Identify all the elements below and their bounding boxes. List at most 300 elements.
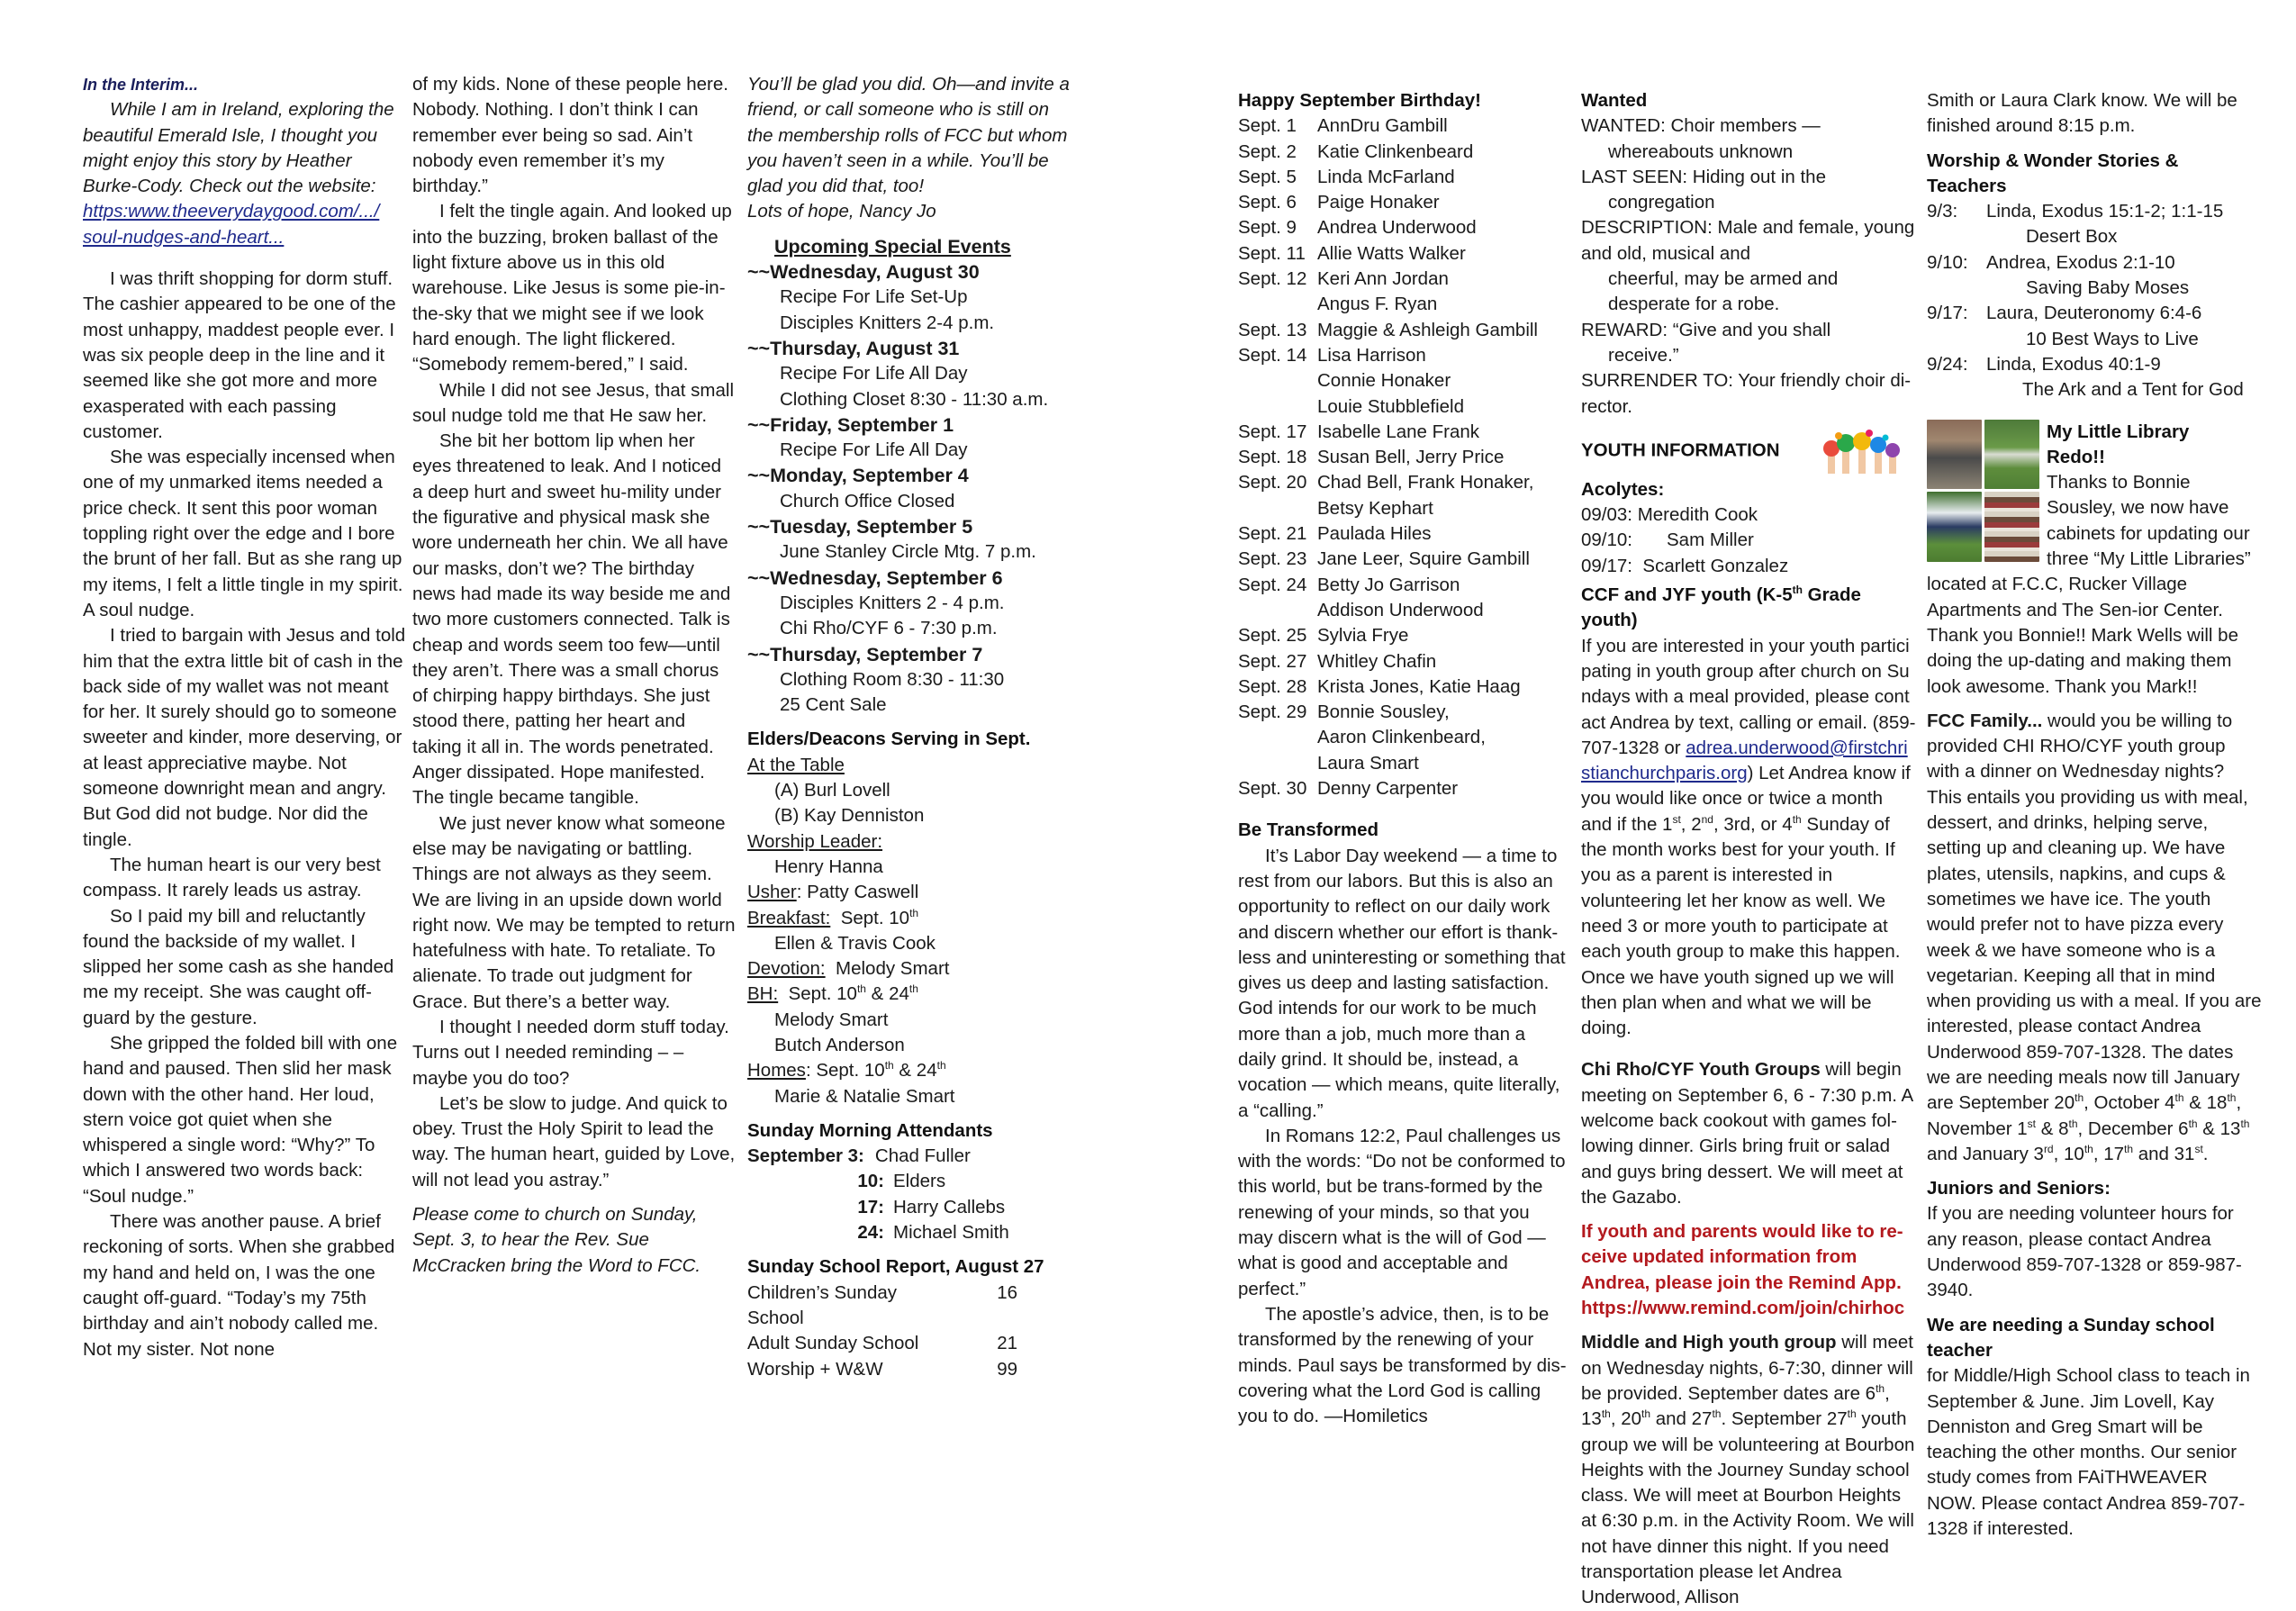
attendant-row bbox=[747, 1195, 1076, 1220]
transformed-paragraph: In Romans 12:2, Paul challenges us with the words: “Do not be conformed to this world, but be trans-formed by the renewing of your minds, so that you may discern what is the will of God — what is good and acceptable and perfect.” bbox=[1238, 1125, 1566, 1299]
bh-name: Butch Anderson bbox=[774, 1034, 905, 1055]
birthday-date bbox=[1238, 292, 1317, 317]
fcc-body: would you be willing to provided CHI RHO/CYF youth group with a dinner on Wednesday nights? bbox=[1927, 710, 2233, 783]
birthday-date: Sept. 13 bbox=[1238, 319, 1307, 340]
fcc-date: & 8 bbox=[2036, 1118, 2069, 1139]
ordinal: th bbox=[1792, 584, 1803, 597]
ordinal: th bbox=[884, 1059, 894, 1072]
event-item: Recipe For Life All Day bbox=[780, 363, 968, 385]
table-a: (A) Burl Lovell bbox=[774, 780, 890, 801]
event-item: Disciples Knitters 2 - 4 p.m. bbox=[780, 592, 1005, 613]
fcc-body: This entails you providing us with meal, dessert, and drinks, helping serve, setting up and cleaning up. We have plates, utensils, napkins, and cups & sometimes we have ice. The youth would prefer not to have pizza every week & we have someone who is a vegetarian. Keeping all that in mind when providing us with a meal. If you are interested, please contact Andrea Underwood 859-707-1328. The dates we are needing meals now till January are September 20 bbox=[1927, 786, 2262, 1114]
birthday-name: Angus F. Ryan bbox=[1317, 294, 1438, 315]
event-day-title: ~~Thursday, September 7 bbox=[747, 643, 983, 665]
acolyte-date: 09/17: bbox=[1581, 555, 1632, 576]
birthday-date bbox=[1238, 368, 1317, 394]
library-box-photo bbox=[1984, 420, 2039, 490]
birthday-row bbox=[1238, 623, 1567, 648]
ordinal: th bbox=[936, 1059, 946, 1072]
chirho-heading: Chi Rho/CYF Youth Groups bbox=[1581, 1059, 1821, 1081]
event-day bbox=[747, 642, 1076, 719]
birthday-date: Sept. 1 bbox=[1238, 115, 1297, 137]
birthday-row bbox=[1238, 700, 1567, 725]
worship-wonder-row bbox=[1927, 199, 2262, 250]
usher-name: : Patty Caswell bbox=[796, 882, 919, 903]
birthday-date bbox=[1238, 598, 1317, 623]
story-continuation: of my kids. None of these people here. Nobody. Nothing. I don’t think I can remember ever being so sad. Ain’t nobody even remember it’s my birthday.” bbox=[412, 74, 728, 197]
column-interim bbox=[83, 72, 407, 1362]
transformed-paragraph: The apostle’s advice, then, is to be transformed by the renewing of your minds. Paul says be transformed by dis-covering what the Lord God is calling you to do. —Homiletics bbox=[1238, 1303, 1567, 1427]
ccf-body: , 2 bbox=[1680, 813, 1702, 835]
acolyte-date: 09/10: bbox=[1581, 529, 1632, 551]
acolyte-row bbox=[1581, 502, 1916, 528]
birthday-name: Aaron Clinkenbeard, bbox=[1317, 727, 1486, 748]
library-photo-collage bbox=[1927, 420, 2039, 562]
middle-high-continued: Smith or Laura Clark know. We will be finished around 8:15 p.m. bbox=[1927, 90, 2237, 137]
birthday-name: Chad Bell, Frank Honaker, bbox=[1317, 472, 1534, 493]
attendant-name: Chad Fuller bbox=[874, 1145, 971, 1167]
ww-date: 9/10: bbox=[1927, 251, 1968, 273]
fcc-body: . bbox=[2202, 1143, 2209, 1164]
wanted-line: LAST SEEN: Hiding out in the bbox=[1581, 166, 1826, 187]
birthday-name: Laura Smart bbox=[1317, 752, 1419, 774]
birthday-date: Sept. 20 bbox=[1238, 472, 1307, 493]
fcc-family-heading: FCC Family... bbox=[1927, 710, 2043, 731]
events-list bbox=[747, 259, 1076, 718]
event-item: Disciples Knitters 2-4 p.m. bbox=[780, 312, 995, 333]
birthday-name: Paige Honaker bbox=[1317, 192, 1440, 213]
ordinal: rd bbox=[2043, 1143, 2054, 1156]
ww-teacher: Laura, Deuteronomy 6:4-6 bbox=[1986, 303, 2202, 324]
church-invitation: Please come to church on Sunday, Sept. 3, to hear the Rev. Sue McCracken bring the Word to FCC. bbox=[412, 1204, 701, 1276]
worship-wonder-row bbox=[1927, 352, 2262, 403]
event-day-title: ~~Friday, September 1 bbox=[747, 413, 954, 436]
ww-story: 10 Best Ways to Live bbox=[2026, 328, 2199, 349]
ordinal: th bbox=[856, 982, 866, 996]
birthday-row bbox=[1238, 573, 1567, 598]
birthday-row bbox=[1238, 113, 1567, 139]
ordinal: th bbox=[2240, 1117, 2250, 1130]
birthday-name: Denny Carpenter bbox=[1317, 778, 1459, 800]
birthday-name: Keri Ann Jordan bbox=[1317, 268, 1449, 290]
birthday-row bbox=[1238, 292, 1567, 317]
ordinal: th bbox=[2075, 1091, 2084, 1105]
wanted-line: REWARD: “Give and you shall bbox=[1581, 319, 1831, 340]
transformed-heading: Be Transformed bbox=[1238, 819, 1379, 841]
birthday-row bbox=[1238, 470, 1567, 495]
birthday-date: Sept. 18 bbox=[1238, 447, 1307, 468]
acolyte-date: 09/03: bbox=[1581, 504, 1632, 526]
transformed-paragraph: It’s Labor Day weekend — a time to rest from our labors. But this is also an opportunity to reflect on our daily work and discern whether our effort is thank-less and uninteresting or something that gives us deep and lasting satisfaction. God intends for our work to be much more than a job, much more than a daily grind. It should be, instead, a vocation — which means, quite literally, a “calling.” bbox=[1238, 845, 1566, 1121]
birthday-date: Sept. 25 bbox=[1238, 625, 1307, 647]
story-paragraph: There was another pause. A brief reckoning of sorts. When she grabbed my hand and held on, I was the one caught off-guard. “Today’s my 75th birthday and ain’t nobody called me. Not my sister. Not none bbox=[83, 1211, 395, 1360]
worship-wonder-row bbox=[1927, 250, 2262, 302]
event-item: June Stanley Circle Mtg. 7 p.m. bbox=[780, 541, 1036, 563]
attendant-row bbox=[747, 1220, 1076, 1245]
birthday-date: Sept. 23 bbox=[1238, 548, 1307, 570]
birthday-row bbox=[1238, 496, 1567, 521]
birthday-row bbox=[1238, 547, 1567, 572]
wanted-line: SURRENDER TO: Your friendly choir di-rector. bbox=[1581, 370, 1912, 417]
event-item: Clothing Room 8:30 - 11:30 bbox=[780, 668, 1005, 690]
birthday-date: Sept. 6 bbox=[1238, 192, 1297, 213]
usher-line bbox=[747, 880, 1076, 905]
birthday-name: Lisa Harrison bbox=[1317, 344, 1426, 366]
ordinal: th bbox=[2174, 1091, 2184, 1105]
story-paragraph: So I paid my bill and reluctantly found the backside of my wallet. I slipped her some cash as she handed me my receipt. She was caught off-guard by the gesture. bbox=[83, 905, 394, 1028]
worship-leader-label: Worship Leader: bbox=[747, 830, 883, 852]
acolytes-heading: Acolytes: bbox=[1581, 478, 1665, 500]
wanted-line: receive.” bbox=[1608, 344, 1679, 366]
fcc-date: & 13 bbox=[2197, 1118, 2241, 1139]
table-b: (B) Kay Denniston bbox=[774, 805, 925, 827]
wanted-line: DESCRIPTION: Male and female, young and old, musical and bbox=[1581, 217, 1915, 264]
sunday-school-row bbox=[747, 1331, 1076, 1356]
attendant-name: Elders bbox=[893, 1171, 946, 1192]
story-paragraph: I tried to bargain with Jesus and told him that the extra little bit of cash in the back side of my wallet was not meant for her. It surely should go to someone sweeter and kinder, more deserving, or at least appreciative maybe. Not someone downright mean and angry. But God did not budge. Nor did the tingle. bbox=[83, 625, 406, 850]
birthday-name: Maggie & Ashleigh Gambill bbox=[1317, 319, 1538, 340]
middle-high-text bbox=[1581, 1330, 1916, 1610]
birthday-date: Sept. 2 bbox=[1238, 140, 1297, 162]
ccf-body: ) Let Andrea know if you would like once or twice a month and if the 1 bbox=[1581, 763, 1911, 835]
column-events bbox=[747, 72, 1076, 1382]
ccf-heading bbox=[1581, 583, 1916, 634]
birthday-name: Allie Watts Walker bbox=[1317, 242, 1466, 264]
devotion-line bbox=[747, 956, 1076, 982]
email-link[interactable]: adrea.underwood@firstchristianchurchparis.org bbox=[1581, 737, 1908, 784]
mh-body: , 20 bbox=[1610, 1408, 1642, 1430]
ordinal: th bbox=[1876, 1382, 1885, 1396]
wanted-line: congregation bbox=[1608, 192, 1715, 213]
ww-date: 9/24: bbox=[1927, 353, 1968, 375]
ss-label: Children’s Sunday School bbox=[747, 1281, 898, 1328]
birthday-date: Sept. 9 bbox=[1238, 217, 1297, 239]
ccf-heading-text: CCF and JYF youth (K-5 bbox=[1581, 584, 1793, 606]
event-item: Church Office Closed bbox=[780, 490, 955, 511]
story-paragraph: She gripped the folded bill with one hand and paused. Then slid her mask down with the other hand. Her loud, stern voice got quiet when she whispered a single word: “Why?” To which I answered two words back: “Soul nudge.” bbox=[83, 1032, 398, 1207]
acolyte-row bbox=[1581, 554, 1916, 579]
birthday-date: Sept. 14 bbox=[1238, 344, 1307, 366]
birthday-date: Sept. 29 bbox=[1238, 701, 1307, 723]
ww-teacher: Linda, Exodus 15:1-2; 1:1-15 bbox=[1986, 201, 2224, 222]
mh-body: . September 27 bbox=[1721, 1408, 1848, 1430]
bh-date: 24 bbox=[889, 983, 909, 1005]
ordinal: th bbox=[1847, 1407, 1857, 1421]
website-link[interactable]: https:www.theeverydaygood.com/.../ soul-nudges-and-heart... bbox=[83, 201, 380, 248]
birthday-row bbox=[1238, 649, 1567, 674]
usher-label: Usher bbox=[747, 882, 797, 903]
birthday-row bbox=[1238, 674, 1567, 700]
attendant-name: Harry Callebs bbox=[893, 1196, 1006, 1217]
story-paragraph: I felt the tingle again. And looked up into the buzzing, broken ballast of the light fixture above us in this old warehouse. Like Jesus is some pie-in-the-sky that we might see if we look hard enough. The light flickered. “Somebody remem-bered,” I said. bbox=[412, 201, 732, 376]
story-paragraph: I was thrift shopping for dorm stuff. The cashier appeared to be one of the most unhappy, maddest people ever. I was six people deep in the line and it seemed like she got more and more exasperated with each passing customer. bbox=[83, 268, 396, 442]
mh-body: will meet on Wednesday nights, 6-7:30, dinner will be provided. September dates are 6 bbox=[1581, 1332, 1913, 1404]
birthday-row bbox=[1238, 394, 1567, 420]
teacher-text: for Middle/High School class to teach in September & June. Jim Lovell, Kay Denniston and Greg Smart will be teaching the other months. Our senior study comes from FAiTHWEAVER NOW. Please contact Andrea 859-707-1328 if interested. bbox=[1927, 1365, 2250, 1540]
birthday-date bbox=[1238, 725, 1317, 750]
ccf-body: Sunday of the month works best for your youth. If you as a parent is interested in volunteering let her know as well. We need 3 or more youth to participate at each youth group to make this happen. Once we have youth signed up we will then plan when and what we will be doing. bbox=[1581, 813, 1901, 1039]
breakfast-date: Sept. 10 bbox=[840, 907, 910, 928]
column-youth bbox=[1581, 88, 1916, 1611]
breakfast-line bbox=[747, 906, 1076, 931]
event-day bbox=[747, 336, 1076, 412]
birthday-name: Connie Honaker bbox=[1317, 370, 1451, 392]
wanted-line: cheerful, may be armed and desperate for a robe. bbox=[1608, 268, 1839, 315]
library-box-photo bbox=[1927, 420, 1982, 490]
ss-count: 16 bbox=[997, 1281, 1017, 1303]
chirho-body: will begin meeting on September 6, 6 - 7:30 p.m. A welcome back cookout with games fol-lowing dinner. Girls bring fruit or salad and guys bring dessert. We will meet at the Gazabo. bbox=[1581, 1059, 1913, 1208]
mh-body: youth group we will be volunteering at Bourbon Heights with the Journey Sunday school class. We will meet at Bourbon Heights at 6:30 p.m. in the Activity Room. We will not have dinner this night. If you need transportation please let Andrea Underwood, Allison bbox=[1581, 1408, 1915, 1608]
fcc-date: , November 1 bbox=[1927, 1092, 2242, 1139]
birthday-row bbox=[1238, 776, 1567, 801]
youth-heading: YOUTH INFORMATION bbox=[1581, 439, 1780, 461]
ww-story: Saving Baby Moses bbox=[2026, 277, 2190, 299]
birthday-name: Isabelle Lane Frank bbox=[1317, 421, 1480, 442]
at-table-label: At the Table bbox=[747, 754, 845, 775]
fcc-date: , 10 bbox=[2053, 1143, 2084, 1164]
library-section bbox=[1927, 420, 2262, 700]
event-item: Recipe For Life All Day bbox=[780, 439, 968, 461]
interim-intro: While I am in Ireland, exploring the beautiful Emerald Isle, I thought you might enjoy this story by Heather Burke-Cody. Check out the website: bbox=[83, 99, 394, 197]
teacher-heading: We are needing a Sunday school teacher bbox=[1927, 1314, 2215, 1361]
ss-label: Adult Sunday School bbox=[747, 1333, 919, 1354]
column-story-continued bbox=[412, 72, 737, 1279]
attendant-date: September 3: bbox=[747, 1145, 864, 1167]
event-day bbox=[747, 514, 1076, 566]
birthday-row bbox=[1238, 190, 1567, 215]
fcc-family-details bbox=[1927, 785, 2262, 1167]
acolyte-row bbox=[1581, 528, 1916, 553]
attendant-name: Michael Smith bbox=[893, 1222, 1009, 1244]
worship-leader: Henry Hanna bbox=[774, 855, 883, 877]
attendants-heading: Sunday Morning Attendants bbox=[747, 1119, 993, 1141]
remind-link[interactable]: https://www.remind.com/join/chirhoc bbox=[1581, 1298, 1905, 1319]
story-paragraph: Let’s be slow to judge. And quick to obey. Trust the Holy Spirit to lead the way. The human heart, guided by Love, will not lead you astray.” bbox=[412, 1092, 736, 1190]
ordinal: th bbox=[1792, 812, 1802, 826]
event-day-title: ~~Wednesday, August 30 bbox=[747, 261, 980, 284]
birthday-row bbox=[1238, 215, 1567, 240]
event-day bbox=[747, 259, 1076, 336]
story-paragraph: While I did not see Jesus, that small soul nudge told me that He saw her. bbox=[412, 379, 735, 426]
birthday-name: Krista Jones, Katie Haag bbox=[1317, 675, 1521, 697]
birthday-list bbox=[1238, 113, 1567, 801]
ordinal: st bbox=[2194, 1143, 2203, 1156]
birthday-date bbox=[1238, 394, 1317, 420]
story-paragraph: The human heart is our very best compass. It rarely leads us astray. bbox=[83, 854, 381, 901]
ordinal: th bbox=[909, 906, 919, 919]
middle-high-heading: Middle and High youth group bbox=[1581, 1332, 1837, 1353]
birthday-name: Addison Underwood bbox=[1317, 599, 1484, 620]
birthday-date: Sept. 17 bbox=[1238, 421, 1307, 442]
worship-wonder-row bbox=[1927, 301, 2262, 352]
bh-date: Sept. 10 bbox=[788, 983, 857, 1005]
story-paragraph: She was especially incensed when one of my unmarked items needed a price check. It sent this poor woman toppling right over the edge and I bore the brunt of her fall. But as she rang up my items, I felt a little tingle in my spirit. A soul nudge. bbox=[83, 447, 403, 620]
worship-wonder-heading: Worship & Wonder Stories & Teachers bbox=[1927, 149, 2179, 196]
attendant-date: 24: bbox=[857, 1222, 884, 1244]
birthday-row bbox=[1238, 598, 1567, 623]
event-day bbox=[747, 412, 1076, 464]
devotion-name: Melody Smart bbox=[836, 958, 950, 980]
chirho-text bbox=[1581, 1057, 1916, 1210]
fcc-date: and January 3 bbox=[1927, 1143, 2044, 1164]
ordinal: th bbox=[2068, 1117, 2078, 1130]
birthday-name: Betty Jo Garrison bbox=[1317, 574, 1460, 595]
birthday-row bbox=[1238, 751, 1567, 776]
birthday-name: Whitley Chafin bbox=[1317, 650, 1437, 672]
birthday-date bbox=[1238, 496, 1317, 521]
ordinal: th bbox=[2084, 1143, 2093, 1156]
library-box-photo bbox=[1927, 492, 1982, 562]
birthday-row bbox=[1238, 420, 1567, 445]
birthday-date: Sept. 5 bbox=[1238, 166, 1297, 187]
bh-label: BH: bbox=[747, 983, 779, 1005]
birthday-row bbox=[1238, 343, 1567, 368]
birthday-date: Sept. 28 bbox=[1238, 675, 1307, 697]
breakfast-label: Breakfast: bbox=[747, 907, 831, 928]
story-paragraph: I thought I needed dorm stuff today. Turns out I needed reminding – – maybe you do too? bbox=[412, 1016, 729, 1089]
birthday-date: Sept. 27 bbox=[1238, 650, 1307, 672]
devotion-label: Devotion: bbox=[747, 958, 826, 980]
acolyte-name: Meredith Cook bbox=[1637, 504, 1758, 526]
remind-notice: If youth and parents would like to re-ceive updated information from Andrea, please join the Remind App. bbox=[1581, 1221, 1903, 1293]
birthday-row bbox=[1238, 165, 1567, 190]
ordinal: th bbox=[1712, 1407, 1722, 1421]
birthday-row bbox=[1238, 140, 1567, 165]
event-day-title: ~~Tuesday, September 5 bbox=[747, 516, 973, 539]
homes-line bbox=[747, 1058, 1076, 1083]
ordinal: st bbox=[2027, 1117, 2037, 1130]
birthday-name: Louie Stubblefield bbox=[1317, 395, 1464, 417]
event-day-title: ~~Wednesday, September 6 bbox=[747, 566, 1003, 589]
library-cabinet-photo bbox=[1984, 492, 2039, 562]
column-programs bbox=[1927, 88, 2262, 1542]
ccf-body: , 3rd, or 4 bbox=[1713, 813, 1793, 835]
fcc-date: , December 6 bbox=[2077, 1118, 2189, 1139]
youth-heading-row bbox=[1581, 429, 1916, 474]
events-heading: Upcoming Special Events bbox=[774, 235, 1011, 258]
birthday-date: Sept. 12 bbox=[1238, 268, 1307, 290]
library-text: Thanks to Bonnie Sousley, we now have cabinets for updating our three “My Little Libraries” located at F.C.C, Rucker Village Apartments and The Sen-ior Center. Thank you Bonnie!! Mark Wells will be doing the up-dating and making them look awesome. Thank you Mark!! bbox=[1927, 472, 2251, 697]
fcc-date: & 18 bbox=[2183, 1092, 2228, 1114]
birthday-name: Bonnie Sousley, bbox=[1317, 701, 1450, 723]
column-birthdays bbox=[1238, 88, 1567, 1429]
story-paragraph: We just never know what someone else may be navigating or battling. Things are not always as they seem. We are living in an upside down world right now. We may be tempted to return hatefulness with hate. To retaliate. To alienate. To trade out judgment for Grace. But there’s a better way. bbox=[412, 812, 736, 1012]
wanted-line: WANTED: Choir members — bbox=[1581, 115, 1821, 137]
interim-heading: In the Interim... bbox=[83, 76, 199, 94]
birthday-row bbox=[1238, 725, 1567, 750]
homes-names: Marie & Natalie Smart bbox=[774, 1085, 955, 1107]
event-item: Chi Rho/CYF 6 - 7:30 p.m. bbox=[780, 618, 998, 639]
birthday-date: Sept. 21 bbox=[1238, 523, 1307, 545]
wanted-heading: Wanted bbox=[1581, 90, 1648, 111]
sunday-school-row bbox=[747, 1357, 1076, 1382]
ordinal: th bbox=[1641, 1407, 1651, 1421]
juniors-text: If you are needing volunteer hours for any reason, please contact Andrea Underwood 859-707-1328 or 859-987-3940. bbox=[1927, 1203, 2242, 1301]
birthday-name: Linda McFarland bbox=[1317, 166, 1455, 187]
amp: & bbox=[865, 983, 890, 1005]
birthday-name: Betsy Kephart bbox=[1317, 497, 1433, 519]
ccf-heading-text: Grade youth) bbox=[1581, 584, 1861, 631]
mh-body: and 27 bbox=[1650, 1408, 1713, 1430]
juniors-heading: Juniors and Seniors: bbox=[1927, 1178, 2111, 1199]
signoff: Lots of hope, Nancy Jo bbox=[747, 201, 936, 222]
birthday-date bbox=[1238, 751, 1317, 776]
mh-body: , 13 bbox=[1581, 1382, 1890, 1430]
birthday-name: Susan Bell, Jerry Price bbox=[1317, 447, 1505, 468]
birthday-row bbox=[1238, 241, 1567, 267]
birthday-row bbox=[1238, 445, 1567, 470]
birthday-name: Katie Clinkenbeard bbox=[1317, 140, 1474, 162]
ordinal: th bbox=[1601, 1407, 1611, 1421]
ss-label: Worship + W&W bbox=[747, 1358, 883, 1380]
birthday-row bbox=[1238, 318, 1567, 343]
library-heading: My Little Library Redo!! bbox=[2047, 421, 2190, 467]
birthday-name: AnnDru Gambill bbox=[1317, 115, 1448, 137]
ww-story: Desert Box bbox=[2026, 226, 2118, 248]
acolyte-name: Scarlett Gonzalez bbox=[1642, 555, 1789, 576]
story-paragraph: She bit her bottom lip when her eyes threatened to leak. And I noticed a deep hurt and sweet hu-mility under the figurative and physical mask she wore underneath her chin. We all have our masks, don’t we? The birthday news had made its way beside me and two more customers connected. Talk is cheap and words seem too few—until they aren’t. There was a small chorus of chirping happy birthdays. She just stood there, patting her heart and taking it all in. The words penetrated. Anger dissipated. Hope manifested. The tingle became tangible. bbox=[412, 430, 731, 809]
birthday-date: Sept. 30 bbox=[1238, 778, 1307, 800]
homes-date: 24 bbox=[916, 1060, 937, 1082]
acolyte-name: Sam Miller bbox=[1667, 529, 1754, 551]
invite-friend-text: You’ll be glad you did. Oh—and invite a friend, or call someone who is still on the membership rolls of FCC but whom you haven’t seen in a while. You’ll be glad you did that, too! bbox=[747, 74, 1070, 197]
amp: & bbox=[893, 1060, 917, 1082]
attendant-date: 17: bbox=[857, 1196, 884, 1217]
birthday-row bbox=[1238, 267, 1567, 292]
attendant-date: 10: bbox=[857, 1171, 884, 1192]
fcc-date: , October 4 bbox=[2084, 1092, 2175, 1114]
wanted-line: whereabouts unknown bbox=[1608, 140, 1794, 162]
ordinal: st bbox=[1672, 812, 1681, 826]
birthday-date: Sept. 11 bbox=[1238, 242, 1306, 264]
event-day-title: ~~Thursday, August 31 bbox=[747, 337, 960, 359]
event-item: Recipe For Life Set-Up bbox=[780, 286, 968, 308]
ww-story: The Ark and a Tent for God bbox=[2022, 379, 2244, 401]
event-item: Clothing Closet 8:30 - 11:30 a.m. bbox=[780, 388, 1049, 410]
ss-count: 99 bbox=[997, 1358, 1017, 1380]
ordinal: th bbox=[2227, 1091, 2237, 1105]
ww-teacher: Linda, Exodus 40:1-9 bbox=[1986, 353, 2161, 375]
ww-teacher: Andrea, Exodus 2:1-10 bbox=[1986, 251, 2175, 273]
sunday-school-heading: Sunday School Report, August 27 bbox=[747, 1256, 1044, 1278]
ordinal: nd bbox=[1701, 812, 1713, 826]
ordinal: th bbox=[2124, 1143, 2134, 1156]
fcc-family-text bbox=[1927, 709, 2262, 785]
event-item: 25 Cent Sale bbox=[780, 694, 887, 716]
ccf-body: If you are interested in your youth participating in youth group after church on Sundays with a meal provided, please contact Andrea by text, calling or email. (859-707-1328 or bbox=[1581, 635, 1916, 758]
homes-date: : Sept. 10 bbox=[805, 1060, 885, 1082]
birthday-row bbox=[1238, 521, 1567, 547]
birthday-name: Andrea Underwood bbox=[1317, 217, 1477, 239]
ccf-text bbox=[1581, 634, 1916, 1042]
serving-heading: Elders/Deacons Serving in Sept. bbox=[747, 729, 1031, 750]
sunday-school-row bbox=[747, 1281, 1076, 1332]
birthday-name: Sylvia Frye bbox=[1317, 625, 1409, 647]
ww-date: 9/17: bbox=[1927, 303, 1968, 324]
birthday-name: Paulada Hiles bbox=[1317, 523, 1432, 545]
ordinal: th bbox=[2188, 1117, 2198, 1130]
fcc-date: , 17 bbox=[2093, 1143, 2125, 1164]
ordinal: th bbox=[908, 982, 918, 996]
ss-count: 21 bbox=[997, 1333, 1017, 1354]
birthday-name: Jane Leer, Squire Gambill bbox=[1317, 548, 1530, 570]
homes-label: Homes bbox=[747, 1060, 806, 1082]
breakfast-names: Ellen & Travis Cook bbox=[774, 932, 936, 954]
birthday-date: Sept. 24 bbox=[1238, 574, 1307, 595]
birthday-row bbox=[1238, 368, 1567, 394]
attendant-row bbox=[747, 1169, 1076, 1194]
ww-date: 9/3: bbox=[1927, 201, 1958, 222]
